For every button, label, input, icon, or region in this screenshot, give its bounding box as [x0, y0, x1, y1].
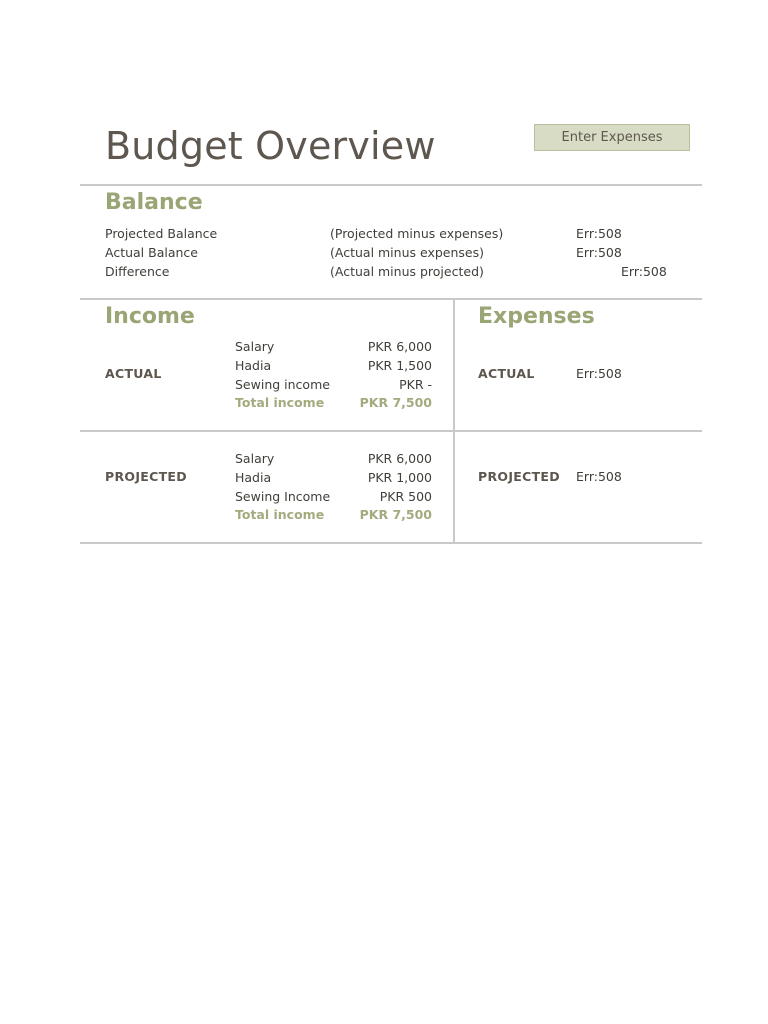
income-total-amount: PKR 7,500	[359, 507, 432, 522]
enter-expenses-button[interactable]: Enter Expenses	[534, 124, 690, 151]
income-item-name: Salary	[235, 339, 275, 354]
income-item-amount: PKR 500	[379, 489, 432, 504]
balance-label: Projected Balance	[105, 226, 218, 241]
income-heading: Income	[105, 304, 195, 329]
income-item-name: Hadia	[235, 358, 272, 373]
divider-balance-bottom	[80, 298, 702, 300]
balance-value: Err:508	[621, 264, 667, 279]
divider-top	[80, 184, 702, 186]
income-total-label: Total income	[235, 507, 325, 522]
page-title: Budget Overview	[105, 124, 436, 168]
income-total-label: Total income	[235, 395, 325, 410]
income-item-amount: PKR 1,000	[367, 470, 432, 485]
income-item-name: Hadia	[235, 470, 272, 485]
balance-heading: Balance	[105, 190, 203, 215]
balance-label: Difference	[105, 264, 170, 279]
balance-value: Err:508	[576, 226, 622, 241]
expenses-actual-label: ACTUAL	[478, 366, 535, 381]
expenses-heading: Expenses	[478, 304, 595, 329]
expenses-projected-value: Err:508	[576, 469, 622, 484]
income-item-name: Sewing income	[235, 377, 330, 392]
income-item-amount: PKR 1,500	[367, 358, 432, 373]
income-item-amount: PKR -	[399, 377, 432, 392]
balance-note: (Projected minus expenses)	[330, 226, 504, 241]
income-actual-label: ACTUAL	[105, 366, 162, 381]
income-item-name: Salary	[235, 451, 275, 466]
income-total-amount: PKR 7,500	[359, 395, 432, 410]
income-projected-label: PROJECTED	[105, 469, 187, 484]
balance-value: Err:508	[576, 245, 622, 260]
divider-bottom	[80, 542, 702, 544]
income-item-name: Sewing Income	[235, 489, 331, 504]
income-item-amount: PKR 6,000	[367, 451, 432, 466]
expenses-projected-label: PROJECTED	[478, 469, 560, 484]
balance-note: (Actual minus expenses)	[330, 245, 484, 260]
balance-note: (Actual minus projected)	[330, 264, 484, 279]
divider-income-expenses	[453, 298, 455, 544]
balance-label: Actual Balance	[105, 245, 198, 260]
income-item-amount: PKR 6,000	[367, 339, 432, 354]
divider-actual-projected	[80, 430, 702, 432]
expenses-actual-value: Err:508	[576, 366, 622, 381]
